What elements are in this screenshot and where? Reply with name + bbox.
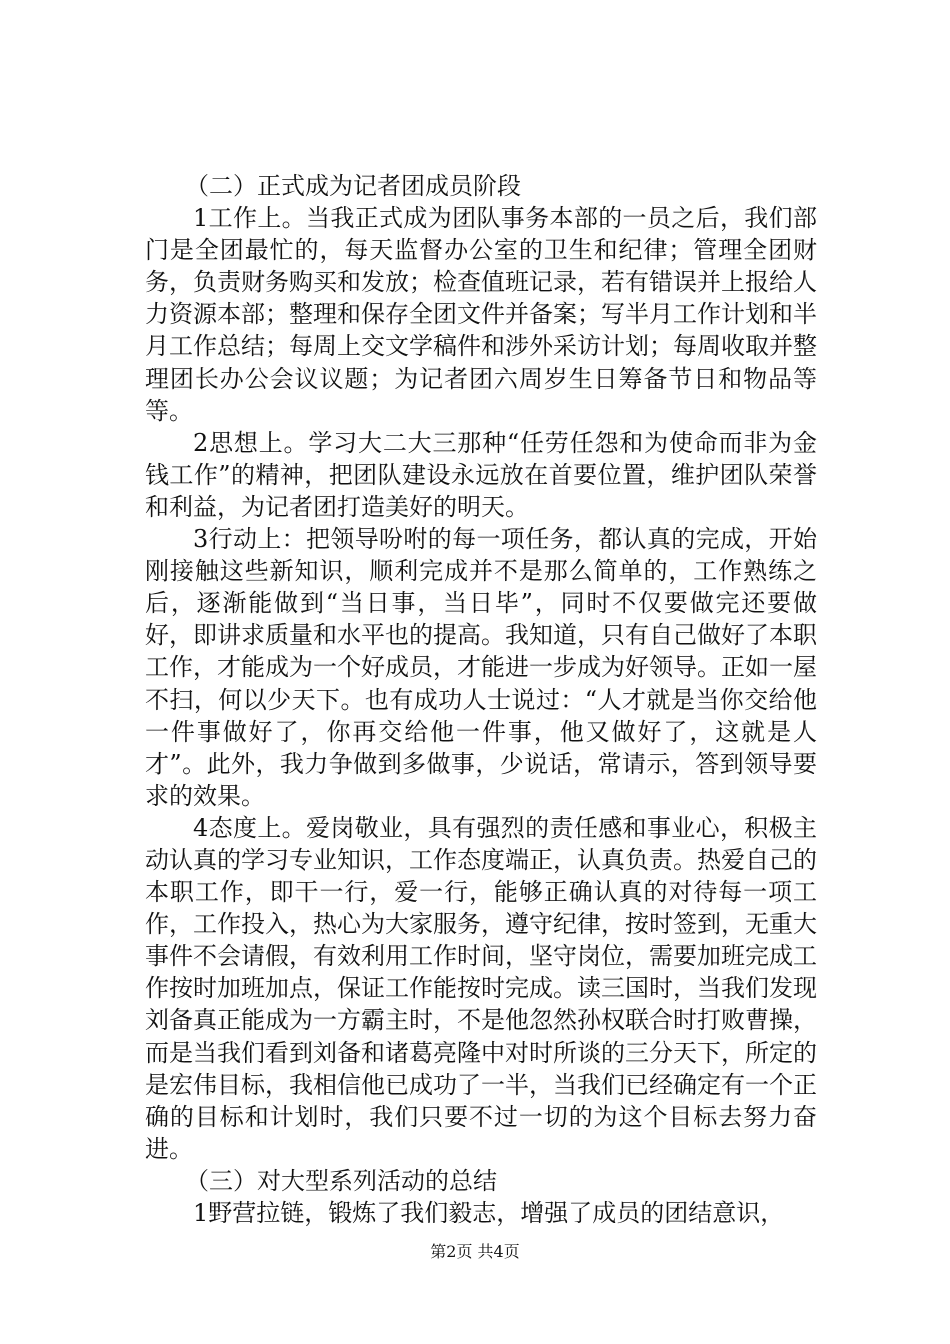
paragraph-action: 3行动上：把领导吩咐的每一项任务，都认真的完成，开始刚接触这些新知识，顺利完成并不是那么简单的，工作熟练之后，逐渐能做到“当日事，当日毕”，同时不仅要做完还要做好，即讲求质量和水平也的提高。我知道，只有自己做好了本职工作，才能成为一个好成员，才能进一步成为好领导。正如一屋不扫，何以少天下。也有成功人士说过：“人才就是当你交给他一件事做好了，你再交给他一件事，他又做好了，这就是人才”。此外，我力争做到多做事，少说话，常请示，答到领导要求的效果。 xyxy=(145,525,817,810)
page-footer: 第2页 共4页 xyxy=(430,1242,520,1261)
paragraph-work: 1工作上。当我正式成为团队事务本部的一员之后，我们部门是全团最忙的，每天监督办公室的卫生和纪律；管理全团财务，负责财务购买和发放；检查值班记录，若有错误并上报给人力资源本部；整理和保存全团文件并备案；写半月工作计划和半月工作总结；每周上交文学稿件和涉外采访计划；每周收取并整理团长办公会议议题；为记者团六周岁生日筹备节日和物品等等。 xyxy=(145,204,817,425)
paragraph-camping: 1野营拉链，锻炼了我们毅志，增强了成员的团结意识， xyxy=(193,1199,785,1227)
paragraph-attitude: 4态度上。爱岗敬业，具有强烈的责任感和事业心，积极主动认真的学习专业知识，工作态度端正，认真负责。热爱自己的本职工作，即干一行，爱一行，能够正确认真的对待每一项工作，工作投入，热心为大家服务，遵守纪律，按时签到，无重大事件不会请假，有效利用工作时间，坚守岗位，需要加班完成工作按时加班加点，保证工作能按时完成。读三国时，当我们发现刘备真正能成为一方霸主时，不是他忽然孙权联合时打败曹操，而是当我们看到刘备和诸葛亮隆中对时所谈的三分天下，所定的是宏伟目标，我相信他已成功了一半，当我们已经确定有一个正确的目标和计划时，我们只要不过一切的为这个目标去努力奋进。 xyxy=(145,813,817,1163)
section-heading: （二）正式成为记者团成员阶段 xyxy=(185,172,521,200)
document-body xyxy=(145,170,817,1229)
section-heading: （三）对大型系列活动的总结 xyxy=(185,1166,497,1195)
paragraph-thought: 2思想上。学习大二大三那种“任劳任怨和为使命而非为金钱工作”的精神，把团队建设永远放在首要位置，维护团队荣誉和利益，为记者团打造美好的明天。 xyxy=(145,428,817,521)
